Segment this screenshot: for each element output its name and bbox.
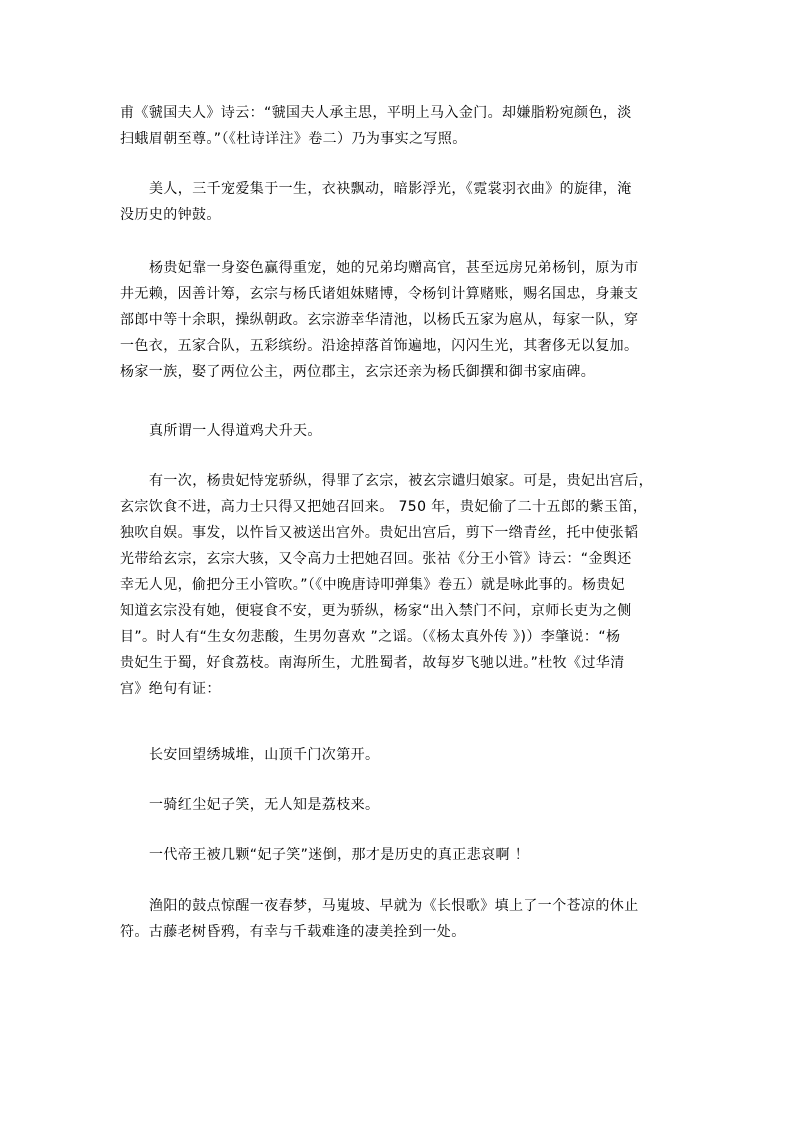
text-line: 一代帝王被几颗“妃子笑”迷倒，那才是历史的真正悲哀啊 ！ xyxy=(149,847,530,863)
paragraph-guoguo-poem xyxy=(120,100,680,152)
text-line: 扫蛾眉朝至尊。”（《杜诗详注》卷二）乃为事实之写照。 xyxy=(120,131,467,147)
text-line: 真所谓一人得道鸡犬升天。 xyxy=(149,423,322,439)
text-line: 有一次，杨贵妃恃宠骄纵，得罪了玄宗，被玄宗谴归娘家。可是，贵妃出宫后， xyxy=(149,473,653,489)
paragraph-ending xyxy=(120,893,680,945)
text-line: 玄宗饮食不进，高力士只得又把她召回来。 750 年，贵妃偷了二十五郎的紫玉笛， xyxy=(120,499,648,515)
text-line: 部郎中等十余职，操纵朝政。玄宗游幸华清池，以杨氏五家为扈从，每家一队，穿 xyxy=(120,312,639,328)
text-line: 甫《虢国夫人》诗云：“虢国夫人承主思，平明上马入金门。却嫌脂粉宛颜色，淡 xyxy=(120,105,632,121)
text-line: 一色衣，五家合队，五彩缤纷。沿途掉落首饰遍地，闪闪生光，其奢侈无以复加。 xyxy=(120,338,639,354)
text-line: 目”。时人有“生女勿悲酸，生男勿喜欢 ”之谣。（《杨太真外传 》)）李肇说：“杨 xyxy=(120,629,621,645)
text-line: 渔阳的鼓点惊醒一夜春梦，马嵬坡、早就为《长恨歌》填上了一个苍凉的休止 xyxy=(149,898,639,914)
text-line: 宫》绝句有证： xyxy=(120,681,221,697)
paragraph-saying xyxy=(120,418,680,444)
text-line: 杨贵妃靠一身姿色赢得重宠，她的兄弟均赠高官，甚至远房兄弟杨钊，原为市 xyxy=(149,260,639,276)
text-line: 杨家一族，娶了两位公主，两位郡主，玄宗还亲为杨氏御撰和御书家庙碑。 xyxy=(120,364,596,380)
poem-line-2 xyxy=(120,792,680,818)
text-line: 光带给玄宗，玄宗大骇，又令高力士把她召回。张祜《分王小管》诗云：“金舆还 xyxy=(120,551,632,567)
paragraph-beauty xyxy=(120,176,680,228)
paragraph-yang-family xyxy=(120,255,680,385)
text-line: 美人，三千宠爱集于一生，衣袂飘动，暗影浮光，《霓裳羽衣曲》的旋律，淹 xyxy=(149,181,632,197)
text-line: 井无赖，因善计筹，玄宗与杨氏诸姐妹赌博，令杨钊计算赌账，赐名国忠，身兼支 xyxy=(120,286,639,302)
text-line: 没历史的钟鼓。 xyxy=(120,207,221,223)
text-line: 贵妃生于蜀，好食荔枝。南海所生，尤胜蜀者，故每岁飞驰以进。”杜牧《过华清 xyxy=(120,655,625,671)
text-line: 一骑红尘妃子笑，无人知是荔枝来。 xyxy=(149,797,380,813)
text-line: 知道玄宗没有她，便寝食不安，更为骄纵，杨家“出入禁门不问，京师长吏为之侧 xyxy=(120,603,632,619)
text-line: 长安回望绣城堆，山顶千门次第开。 xyxy=(149,747,380,763)
poem-line-1 xyxy=(120,742,680,768)
text-line: 符。古藤老树昏鸦，有幸与千载难逢的凄美拴到一处。 xyxy=(120,924,466,940)
text-line: 独吹自娱。事发，以忤旨又被送出宫外。贵妃出宫后，剪下一绺青丝，托中使张韬 xyxy=(120,525,639,541)
paragraph-lament xyxy=(120,842,680,868)
text-line: 幸无人见，偷把分王小管吹。”（《中晚唐诗叩弹集》卷五）就是咏此事的。杨贵妃 xyxy=(120,577,626,593)
paragraph-story xyxy=(120,468,680,702)
